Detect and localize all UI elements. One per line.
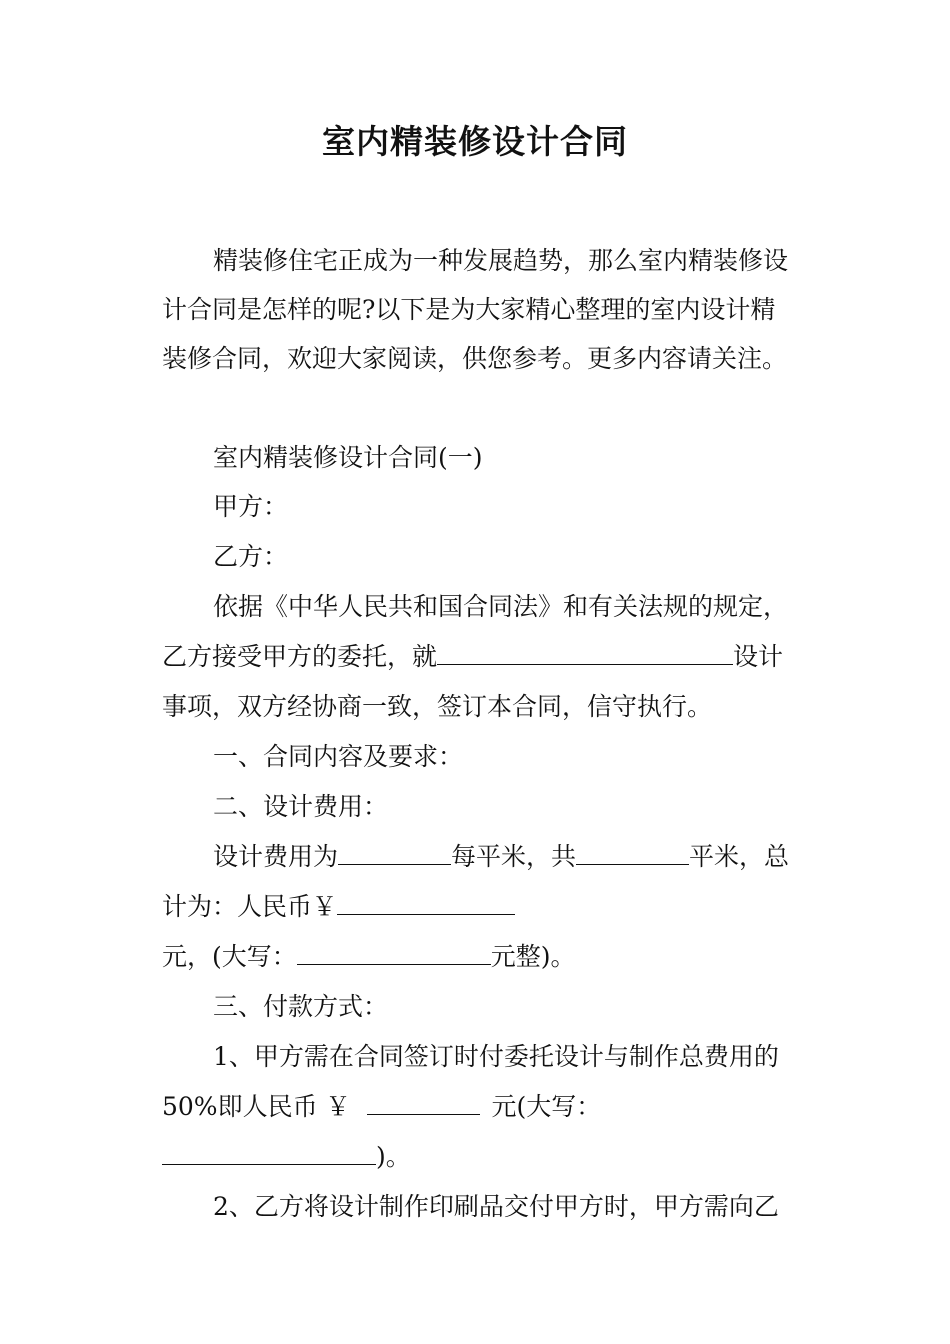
fee-text: 计为：人民币￥ bbox=[162, 892, 338, 921]
clause-heading: 二、设计费用： bbox=[213, 792, 389, 821]
fee-line bbox=[162, 890, 515, 924]
fee-text: 元整)。 bbox=[490, 942, 576, 971]
deposit-uppercase-blank bbox=[162, 1140, 376, 1165]
basis-line: 事项，双方经协商一致，签订本合同，信守执行。 bbox=[162, 692, 713, 721]
deposit-amount-blank bbox=[367, 1090, 480, 1115]
fee-text: 平米，总 bbox=[689, 842, 790, 871]
unit-price-blank bbox=[338, 840, 451, 865]
payment-line: 2、乙方将设计制作印刷品交付甲方时，甲方需向乙 bbox=[213, 1192, 779, 1221]
basis-line: 依据《中华人民共和国合同法》和有关法规的规定， bbox=[213, 592, 789, 621]
contract-section-title: 室内精装修设计合同(一) bbox=[213, 443, 483, 472]
clause-heading: 三、付款方式： bbox=[213, 992, 389, 1021]
basis-text: 设计 bbox=[733, 642, 784, 671]
intro-line: 装修合同，欢迎大家阅读，供您参考。更多内容请关注。 bbox=[162, 344, 788, 373]
intro-line: 计合同是怎样的呢?以下是为大家精心整理的室内设计精 bbox=[162, 295, 776, 324]
fee-text: 设计费用为 bbox=[213, 842, 339, 871]
party-a-label: 甲方： bbox=[213, 492, 289, 521]
project-name-blank bbox=[437, 640, 733, 665]
payment-text: )。 bbox=[376, 1142, 411, 1171]
basis-line bbox=[162, 640, 783, 674]
payment-line bbox=[162, 1140, 411, 1174]
document-title: 室内精装修设计合同 bbox=[322, 122, 628, 161]
area-blank bbox=[576, 840, 689, 865]
total-amount-blank bbox=[337, 890, 515, 915]
fee-text: 每平米，共 bbox=[451, 842, 577, 871]
payment-text: 50%即人民币 ￥ bbox=[162, 1092, 351, 1121]
fee-line bbox=[162, 940, 576, 974]
payment-line bbox=[162, 1090, 601, 1124]
basis-text: 乙方接受甲方的委托，就 bbox=[162, 642, 438, 671]
payment-line: 1、甲方需在合同签订时付委托设计与制作总费用的 bbox=[213, 1042, 779, 1071]
clause-heading: 一、合同内容及要求： bbox=[213, 742, 464, 771]
party-b-label: 乙方： bbox=[213, 542, 289, 571]
total-uppercase-blank bbox=[297, 940, 491, 965]
payment-text: 元(大写： bbox=[491, 1092, 602, 1121]
intro-line: 精装修住宅正成为一种发展趋势，那么室内精装修设 bbox=[213, 246, 789, 275]
fee-line bbox=[213, 840, 789, 874]
fee-text: 元，(大写： bbox=[162, 942, 297, 971]
